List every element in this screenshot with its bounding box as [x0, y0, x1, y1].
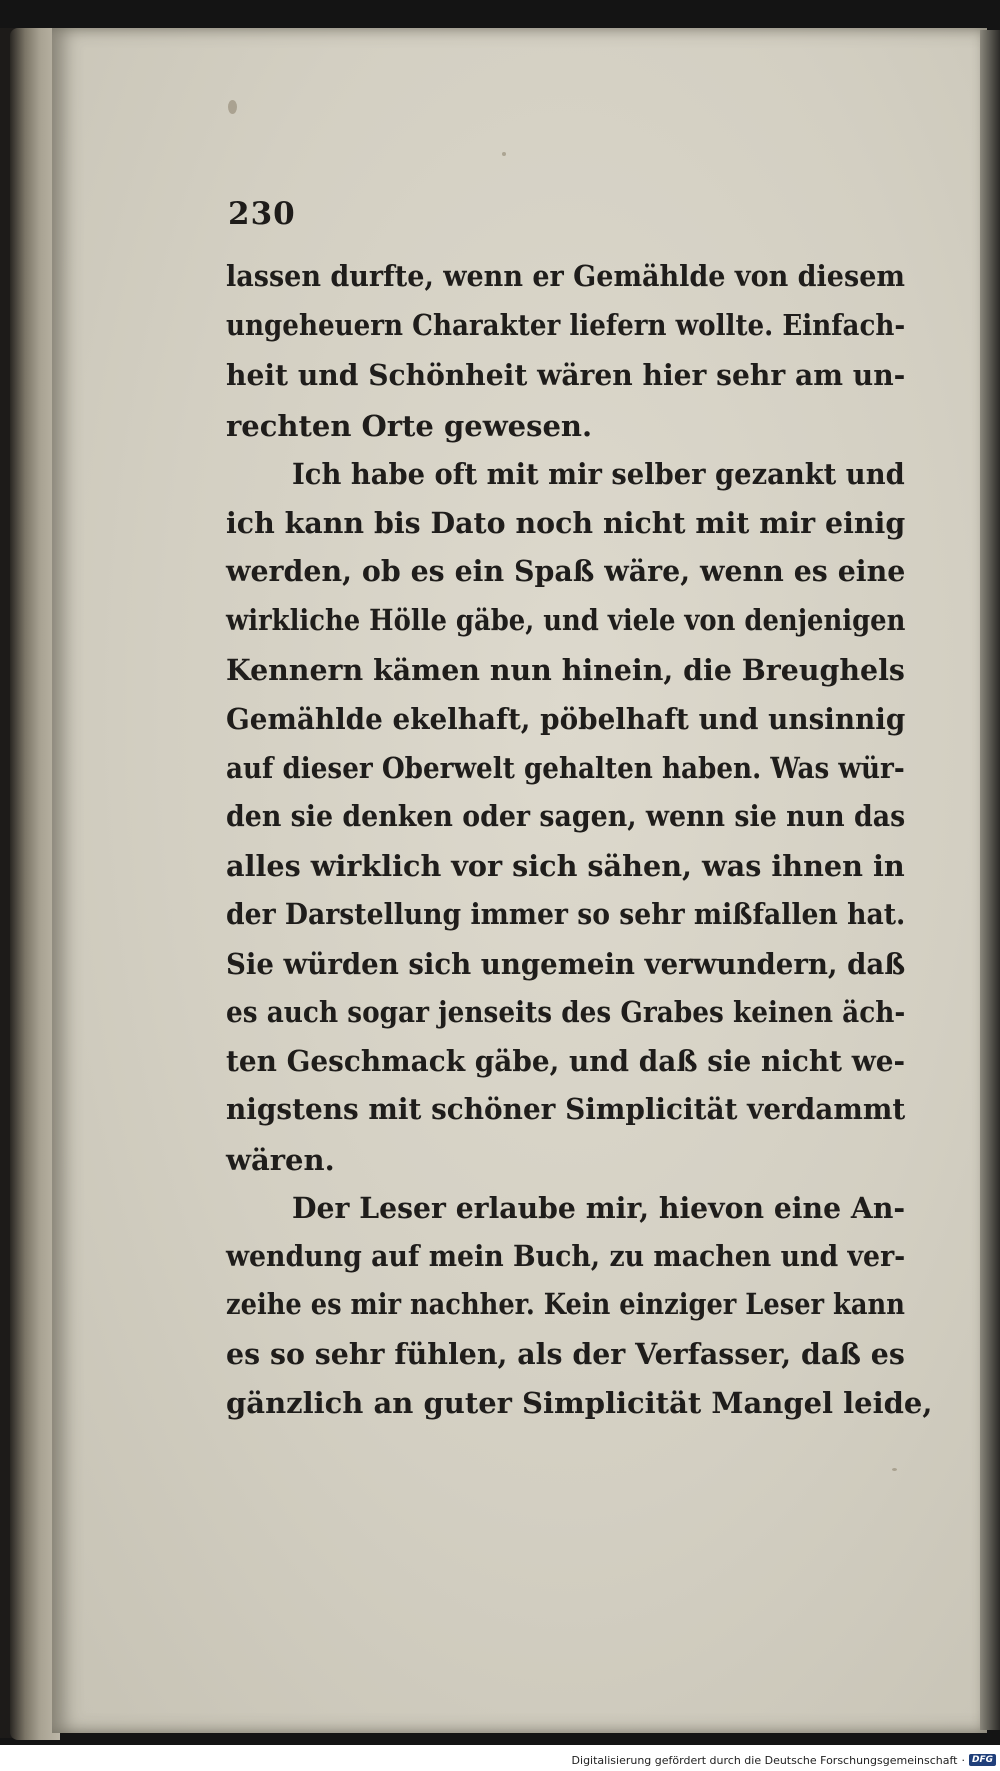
text-line: ten Geschmack gäbe, und daß sie nicht we-: [226, 1044, 906, 1078]
text-line: werden, ob es ein Spaß wäre, wenn es eine: [226, 554, 906, 588]
text-line: ungeheuern Charakter liefern wollte. Einfach-: [226, 308, 906, 342]
page-edge: [980, 30, 1000, 1730]
text-line: heit und Schönheit wären hier sehr am un-: [226, 358, 906, 392]
separator: ·: [961, 1753, 965, 1767]
digitization-credit: [572, 1751, 996, 1769]
text-line: alles wirklich vor sich sähen, was ihnen in: [226, 849, 905, 883]
text-line: rechten Orte gewesen.: [226, 409, 593, 443]
text-line: ich kann bis Dato noch nicht mit mir einig: [226, 506, 906, 540]
paper-stain: [502, 152, 506, 156]
text-line: es auch sogar jenseits des Grabes keinen äch-: [226, 995, 906, 1029]
text-line: Gemählde ekelhaft, pöbelhaft und unsinnig: [226, 702, 906, 736]
text-line: der Darstellung immer so sehr mißfallen hat.: [226, 897, 906, 931]
text-line: Kennern kämen nun hinein, die Breughels: [226, 653, 905, 687]
text-line: Der Leser erlaube mir, hievon eine An-: [292, 1191, 906, 1225]
text-line: nigstens mit schöner Simplicität verdammt: [226, 1092, 906, 1126]
dfg-logo-icon: DFG: [969, 1754, 996, 1766]
text-line: Sie würden sich ungemein verwundern, daß: [226, 947, 906, 981]
text-line: Ich habe oft mit mir selber gezankt und: [292, 457, 905, 491]
text-line: zeihe es mir nachher. Kein einziger Leser kann: [226, 1287, 905, 1321]
text-line: es so sehr fühlen, als der Verfasser, daß es: [226, 1337, 905, 1371]
credit-text: Digitalisierung gefördert durch die Deutsche Forschungsgemeinschaft: [571, 1753, 958, 1767]
text-line: den sie denken oder sagen, wenn sie nun das: [226, 799, 906, 833]
text-line: wendung auf mein Buch, zu machen und ver-: [226, 1239, 906, 1273]
text-line: wären.: [226, 1143, 335, 1177]
text-line: wirkliche Hölle gäbe, und viele von denjenigen: [226, 603, 906, 637]
page-number: 230: [228, 196, 296, 232]
paper-stain: [228, 100, 237, 114]
paper-stain: [892, 1468, 897, 1471]
text-line: lassen durfte, wenn er Gemählde von diesem: [226, 259, 905, 293]
text-line: auf dieser Oberwelt gehalten haben. Was wür-: [226, 751, 905, 785]
text-line: gänzlich an guter Simplicität Mangel leide,: [226, 1386, 933, 1420]
